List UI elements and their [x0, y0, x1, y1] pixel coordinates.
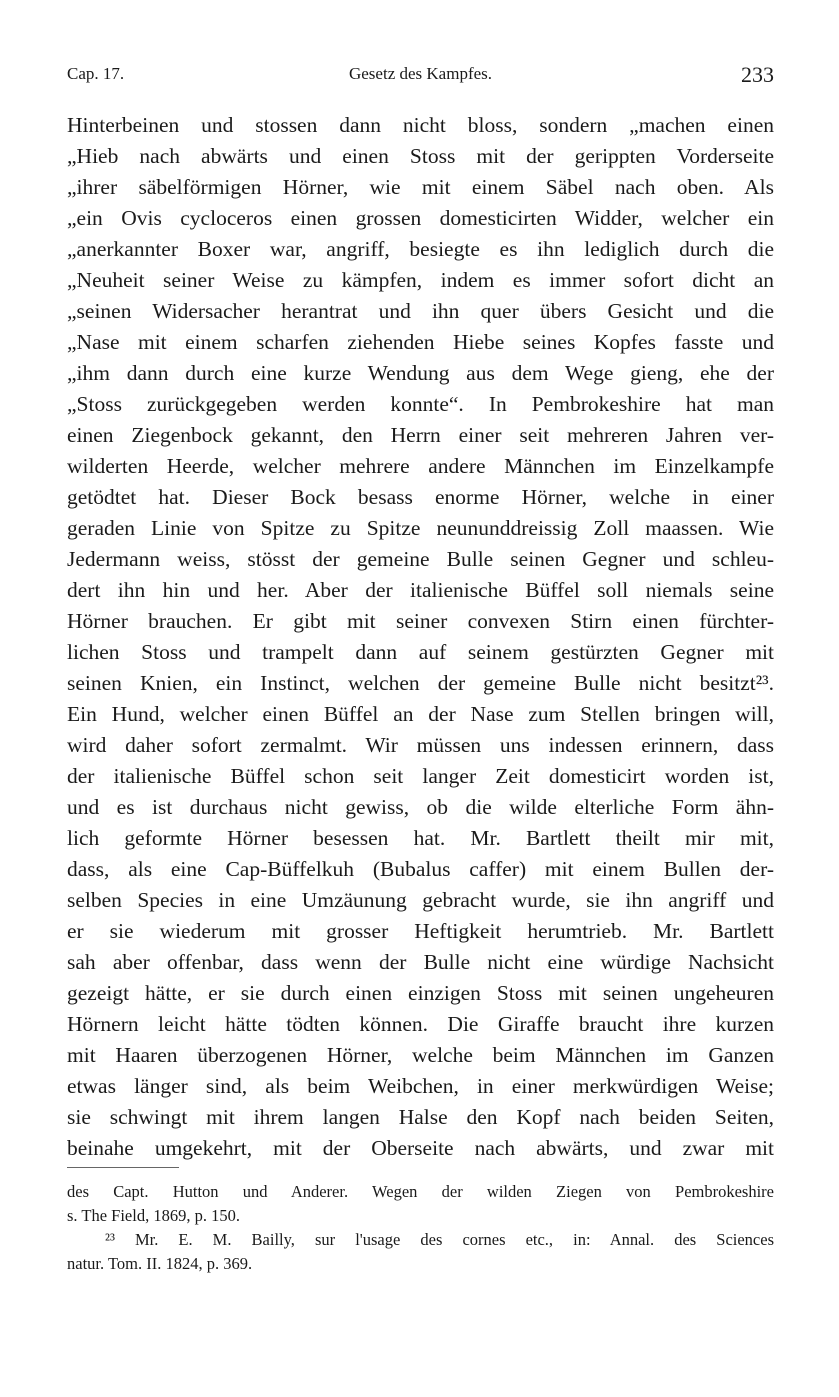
- text-line: beinahe umgekehrt, mit der Oberseite nach abwärts, und zwar mit: [67, 1136, 774, 1160]
- text-line: lichen Stoss und trampelt dann auf seinem gestürzten Gegner mit: [67, 640, 774, 664]
- text-line: sie schwingt mit ihrem langen Halse den Kopf nach beiden Seiten,: [67, 1105, 774, 1129]
- text-line: „ein Ovis cycloceros einen grossen domesticirten Widder, welcher ein: [67, 206, 774, 230]
- chapter-label: Cap. 17.: [67, 64, 125, 83]
- text-line: Ein Hund, welcher einen Büffel an der Nase zum Stellen bringen will,: [67, 702, 774, 726]
- text-line: „Stoss zurückgegeben werden konnte“. In Pembrokeshire hat man: [67, 392, 774, 416]
- text-line: „anerkannter Boxer war, angriff, besiegte es ihn lediglich durch die: [67, 237, 774, 261]
- text-line: lich geformte Hörner besessen hat. Mr. Bartlett theilt mir mit,: [67, 826, 774, 850]
- footnotes: [67, 1180, 774, 1276]
- text-line: „Neuheit seiner Weise zu kämpfen, indem es immer sofort dicht an: [67, 268, 774, 292]
- text-line: „Nase mit einem scharfen ziehenden Hiebe seines Kopfes fasste und: [67, 330, 774, 354]
- text-line: dert ihn hin und her. Aber der italienische Büffel soll niemals seine: [67, 578, 774, 602]
- text-line: dass, als eine Cap-Büffelkuh (Bubalus caffer) mit einem Bullen der-: [67, 857, 774, 881]
- text-line: wilderten Heerde, welcher mehrere andere Männchen im Einzelkampfe: [67, 454, 774, 478]
- running-title: Gesetz des Kampfes.: [348, 64, 493, 83]
- text-line: „ihm dann durch eine kurze Wendung aus dem Wege gieng, ehe der: [67, 361, 774, 385]
- footnote-line: s. The Field, 1869, p. 150.: [67, 1206, 240, 1225]
- text-line: sah aber offenbar, dass wenn der Bulle nicht eine würdige Nachsicht: [67, 950, 774, 974]
- text-line: „Hieb nach abwärts und einen Stoss mit der gerippten Vorderseite: [67, 144, 774, 168]
- footnote-divider: [67, 1167, 179, 1168]
- text-line: seinen Knien, ein Instinct, welchen der gemeine Bulle nicht besitzt²³.: [67, 671, 774, 695]
- text-line: etwas länger sind, als beim Weibchen, in einer merkwürdigen Weise;: [67, 1074, 774, 1098]
- text-line: Hörnern leicht hätte tödten können. Die Giraffe braucht ihre kurzen: [67, 1012, 774, 1036]
- footnote-line: ²³ Mr. E. M. Bailly, sur l'usage des cornes etc., in: Annal. des Sciences: [105, 1230, 774, 1249]
- running-header: [67, 62, 774, 92]
- main-text: [67, 110, 774, 1164]
- text-line: Hinterbeinen und stossen dann nicht bloss, sondern „machen einen: [67, 113, 774, 137]
- footnote-line: natur. Tom. II. 1824, p. 369.: [67, 1254, 253, 1273]
- text-line: er sie wiederum mit grosser Heftigkeit herumtrieb. Mr. Bartlett: [67, 919, 774, 943]
- text-line: „seinen Widersacher herantrat und ihn quer übers Gesicht und die: [67, 299, 774, 323]
- text-line: „ihrer säbelförmigen Hörner, wie mit einem Säbel nach oben. Als: [67, 175, 774, 199]
- text-line: getödtet hat. Dieser Bock besass enorme Hörner, welche in einer: [67, 485, 774, 509]
- text-line: und es ist durchaus nicht gewiss, ob die wilde elterliche Form ähn-: [67, 795, 774, 819]
- text-line: wird daher sofort zermalmt. Wir müssen uns indessen erinnern, dass: [67, 733, 774, 757]
- text-line: selben Species in eine Umzäunung gebracht wurde, sie ihn angriff und: [67, 888, 774, 912]
- text-line: Hörner brauchen. Er gibt mit seiner convexen Stirn einen fürchter-: [67, 609, 774, 633]
- text-line: geraden Linie von Spitze zu Spitze neununddreissig Zoll maassen. Wie: [67, 516, 774, 540]
- text-line: einen Ziegenbock gekannt, den Herrn einer seit mehreren Jahren ver-: [67, 423, 774, 447]
- text-line: Jedermann weiss, stösst der gemeine Bulle seinen Gegner und schleu-: [67, 547, 774, 571]
- footnote-line: des Capt. Hutton und Anderer. Wegen der wilden Ziegen von Pembrokeshire: [67, 1182, 774, 1201]
- text-line: der italienische Büffel schon seit langer Zeit domesticirt worden ist,: [67, 764, 774, 788]
- page-number: 233: [741, 62, 774, 87]
- text-line: gezeigt hätte, er sie durch einen einzigen Stoss mit seinen ungeheuren: [67, 981, 774, 1005]
- text-line: mit Haaren überzogenen Hörner, welche beim Männchen im Ganzen: [67, 1043, 774, 1067]
